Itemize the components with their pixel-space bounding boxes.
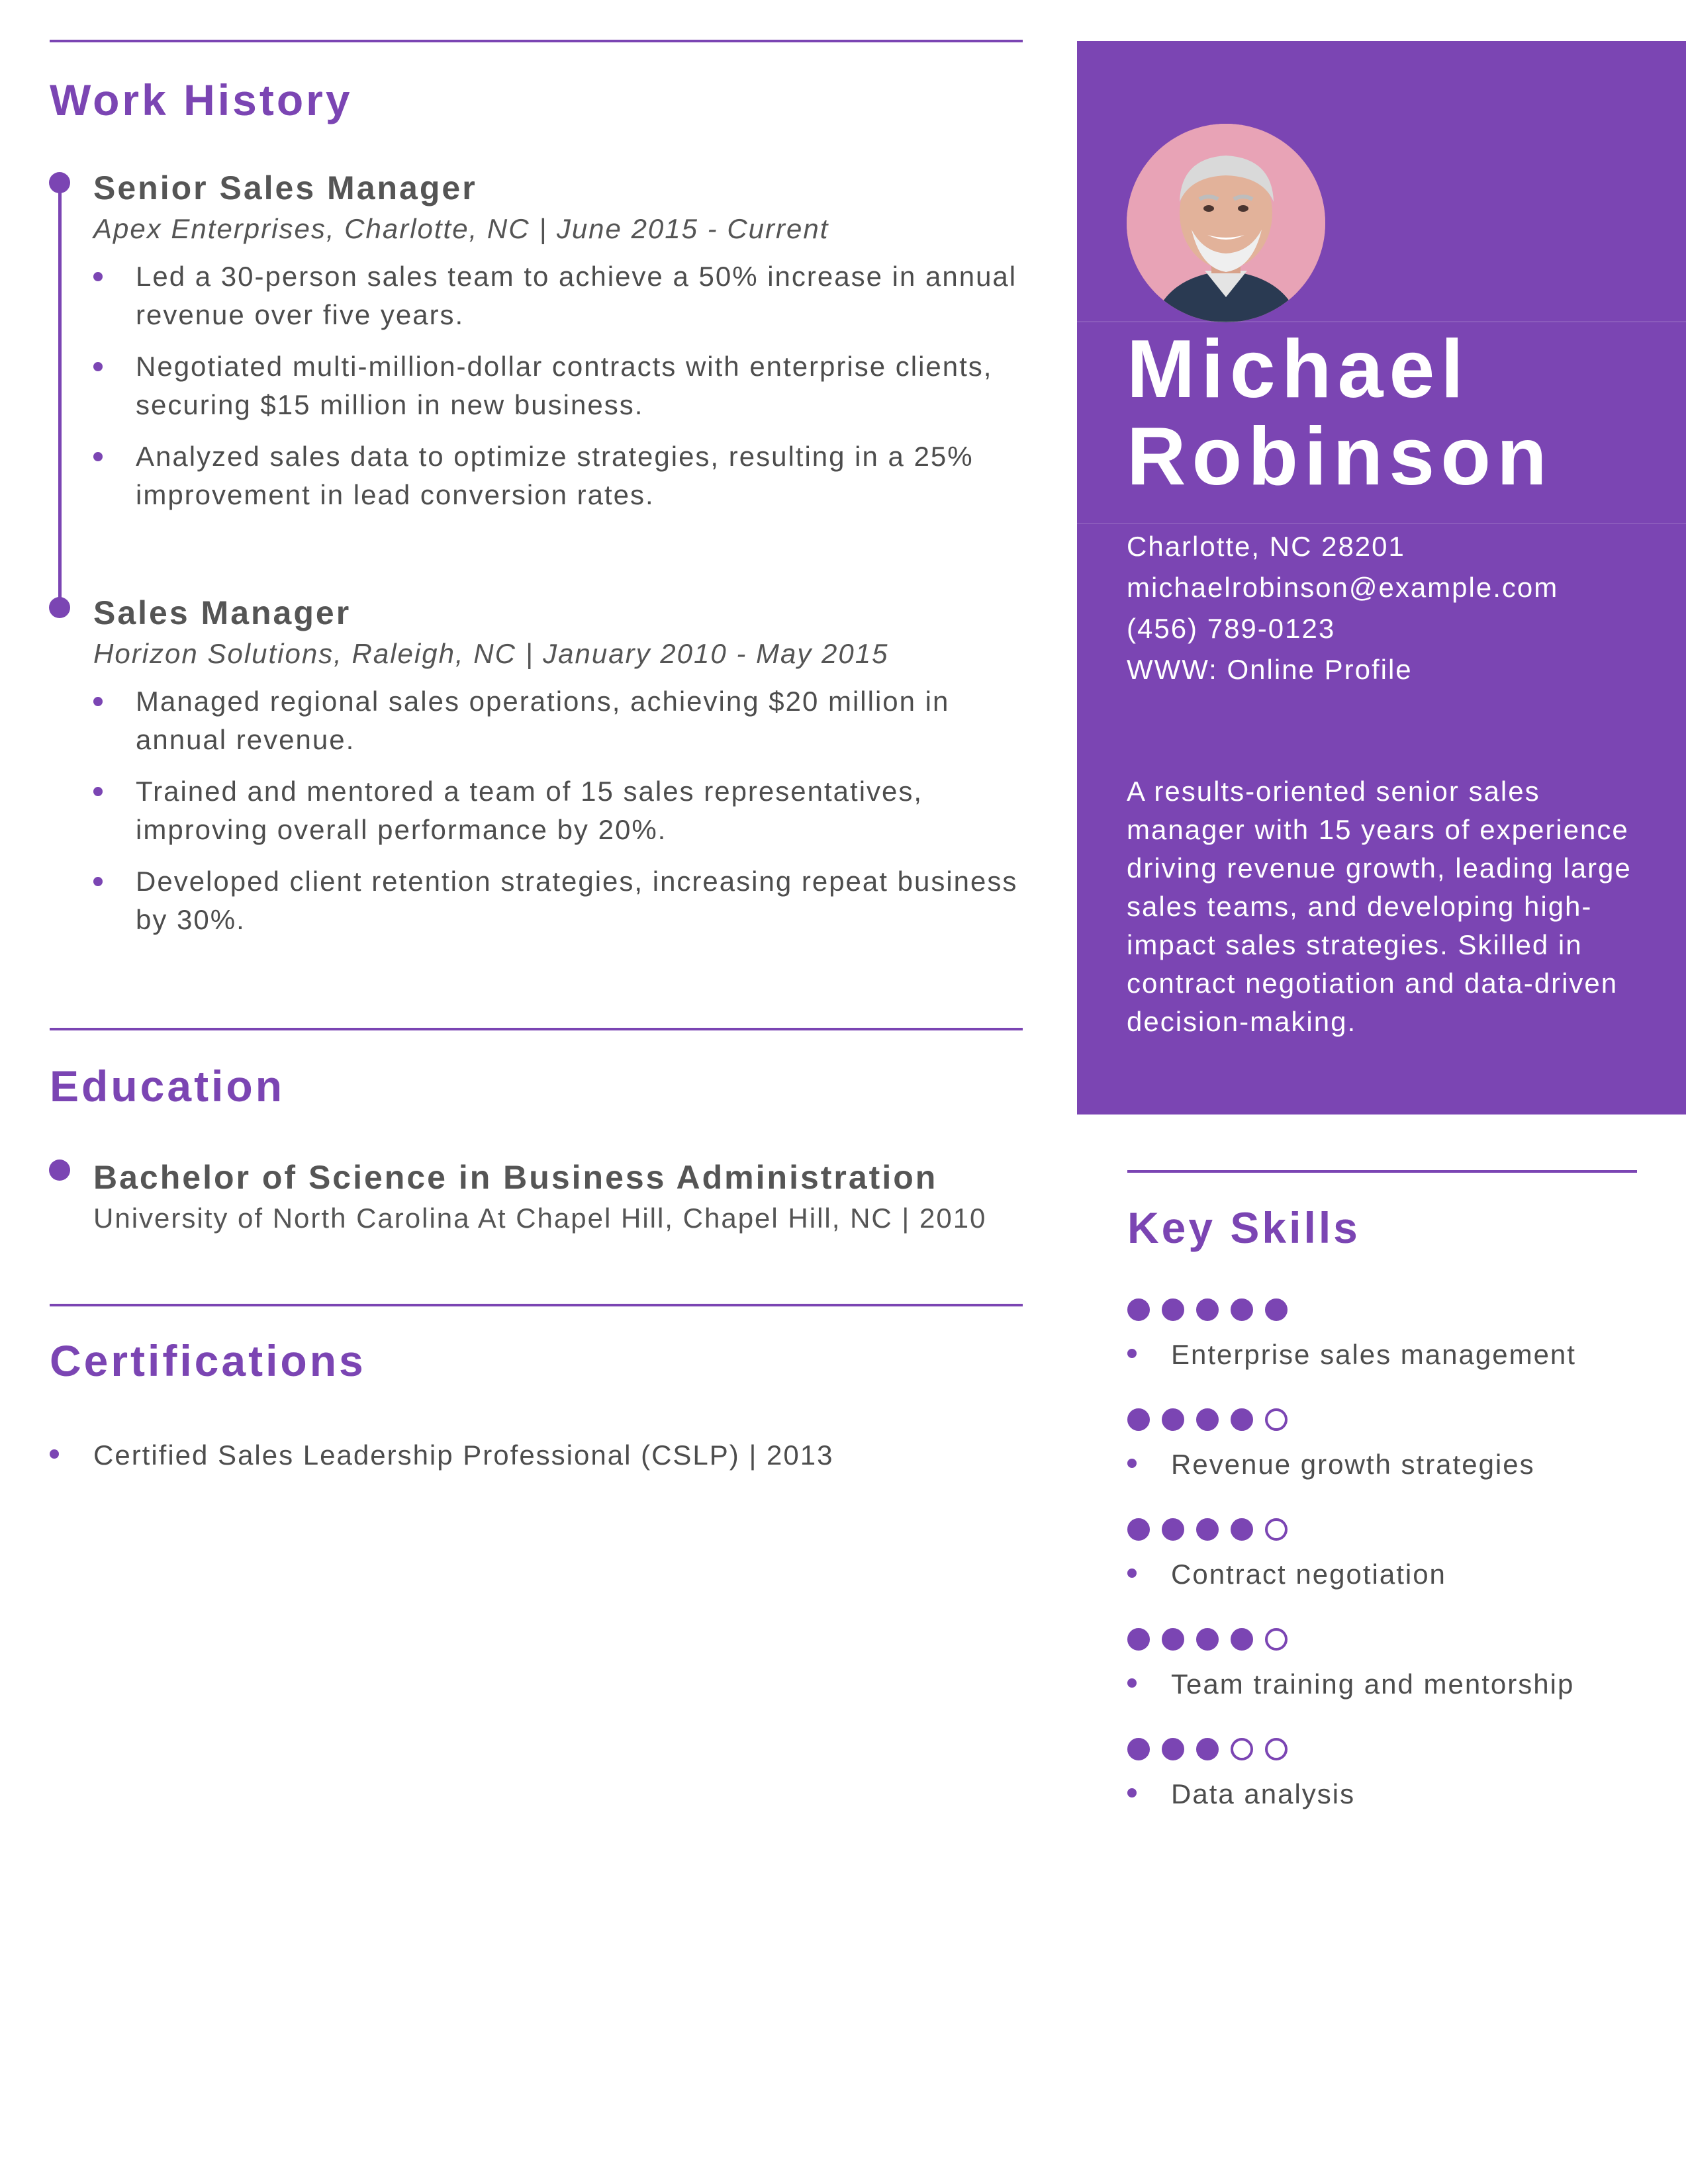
profile-panel: [1077, 41, 1686, 1115]
email-link[interactable]: michaelrobinson@example.com: [1127, 572, 1559, 603]
job-bullet: Analyzed sales data to optimize strategies, resulting in a 25% improvement in lead conversion rates.: [93, 437, 1020, 514]
rating-dot-filled: [1231, 1298, 1253, 1321]
job-bullets: [93, 257, 1020, 527]
timeline-line: [58, 189, 62, 612]
panel-divider: [1077, 321, 1686, 322]
rating-dot-empty: [1265, 1628, 1288, 1651]
rating-dot-empty: [1265, 1408, 1288, 1431]
rating-dot-filled: [1231, 1518, 1253, 1541]
rating-dot-filled: [1196, 1738, 1219, 1760]
rating-dot-empty: [1265, 1518, 1288, 1541]
job-bullet: Led a 30-person sales team to achieve a 50% increase in annual revenue over five years.: [93, 257, 1020, 334]
skill-item: [1127, 1298, 1576, 1369]
rating-dot-filled: [1231, 1628, 1253, 1651]
certifications-title: Certifications: [50, 1336, 366, 1385]
skill-item: [1127, 1628, 1574, 1698]
job-title: Senior Sales Manager: [93, 169, 477, 206]
degree: Bachelor of Science in Business Administration: [93, 1159, 938, 1196]
job-bullet: Developed client retention strategies, increasing repeat business by 30%.: [93, 862, 1020, 939]
skill-item: [1127, 1408, 1535, 1479]
skill-rating: [1127, 1298, 1576, 1321]
rating-dot-filled: [1265, 1298, 1288, 1321]
candidate-name: [1127, 326, 1553, 500]
rating-dot-filled: [1162, 1298, 1184, 1321]
profile-photo: [1127, 124, 1325, 322]
rating-dot-filled: [1127, 1738, 1150, 1760]
first-name: Michael: [1127, 324, 1470, 415]
job-meta: Apex Enterprises, Charlotte, NC | June 2015 - Current: [93, 213, 829, 244]
address: Charlotte, NC 28201: [1127, 531, 1405, 562]
portrait-image: [1127, 124, 1325, 322]
rating-dot-filled: [1162, 1408, 1184, 1431]
work-history-rule: [50, 40, 1023, 42]
last-name: Robinson: [1127, 411, 1553, 502]
key-skills-title: Key Skills: [1127, 1203, 1360, 1252]
certification-text: Certified Sales Leadership Professional (CSLP) | 2013: [93, 1439, 834, 1471]
contact-info: [1127, 526, 1558, 690]
job-bullet: Negotiated multi-million-dollar contracts with enterprise clients, securing $15 million in new business.: [93, 347, 1020, 424]
rating-dot-filled: [1196, 1628, 1219, 1651]
certifications-rule: [50, 1304, 1023, 1306]
professional-summary: A results-oriented senior sales manager with 15 years of experience driving revenue growth, leading large sales teams, and developing high-impact sales strategies. Skilled in contract negotiation and data-driven decision-making.: [1127, 776, 1632, 1037]
rating-dot-filled: [1127, 1408, 1150, 1431]
job-bullets: [93, 682, 1020, 952]
rating-dot-filled: [1231, 1408, 1253, 1431]
key-skills-section: [1127, 1170, 1637, 1809]
skill-item: [1127, 1738, 1355, 1808]
work-history-title: Work History: [50, 75, 353, 124]
phone: (456) 789-0123: [1127, 613, 1336, 644]
skill-label: Team training and mentorship: [1127, 1670, 1574, 1698]
timeline-dot: [49, 597, 70, 618]
rating-dot-filled: [1127, 1518, 1150, 1541]
skill-item: [1127, 1518, 1446, 1588]
bullet-dot: [50, 1449, 59, 1459]
rating-dot-filled: [1127, 1628, 1150, 1651]
skill-label: Enterprise sales management: [1127, 1341, 1576, 1369]
job-meta: Horizon Solutions, Raleigh, NC | January 2010 - May 2015: [93, 638, 889, 669]
skill-label: Data analysis: [1127, 1780, 1355, 1808]
panel-divider: [1077, 523, 1686, 524]
skill-label: Contract negotiation: [1127, 1561, 1446, 1588]
left-column: [50, 40, 1023, 1471]
key-skills-rule: [1127, 1170, 1637, 1173]
job-title: Sales Manager: [93, 594, 352, 631]
rating-dot-filled: [1127, 1298, 1150, 1321]
skill-rating: [1127, 1628, 1574, 1651]
rating-dot-empty: [1265, 1738, 1288, 1760]
rating-dot-empty: [1231, 1738, 1253, 1760]
rating-dot-filled: [1162, 1738, 1184, 1760]
rating-dot-filled: [1196, 1518, 1219, 1541]
job-bullet: Trained and mentored a team of 15 sales representatives, improving overall performance by 20%.: [93, 772, 1020, 849]
rating-dot-filled: [1196, 1408, 1219, 1431]
school: University of North Carolina At Chapel Hill, Chapel Hill, NC | 2010: [93, 1203, 987, 1234]
website-link[interactable]: WWW: Online Profile: [1127, 654, 1413, 685]
education-rule: [50, 1028, 1023, 1030]
skill-label: Revenue growth strategies: [1127, 1451, 1535, 1479]
skill-rating: [1127, 1518, 1446, 1541]
education-dot: [49, 1160, 70, 1181]
job-bullet: Managed regional sales operations, achieving $20 million in annual revenue.: [93, 682, 1020, 759]
rating-dot-filled: [1162, 1518, 1184, 1541]
rating-dot-filled: [1196, 1298, 1219, 1321]
rating-dot-filled: [1162, 1628, 1184, 1651]
education-title: Education: [50, 1062, 285, 1111]
skill-rating: [1127, 1738, 1355, 1760]
skill-rating: [1127, 1408, 1535, 1431]
